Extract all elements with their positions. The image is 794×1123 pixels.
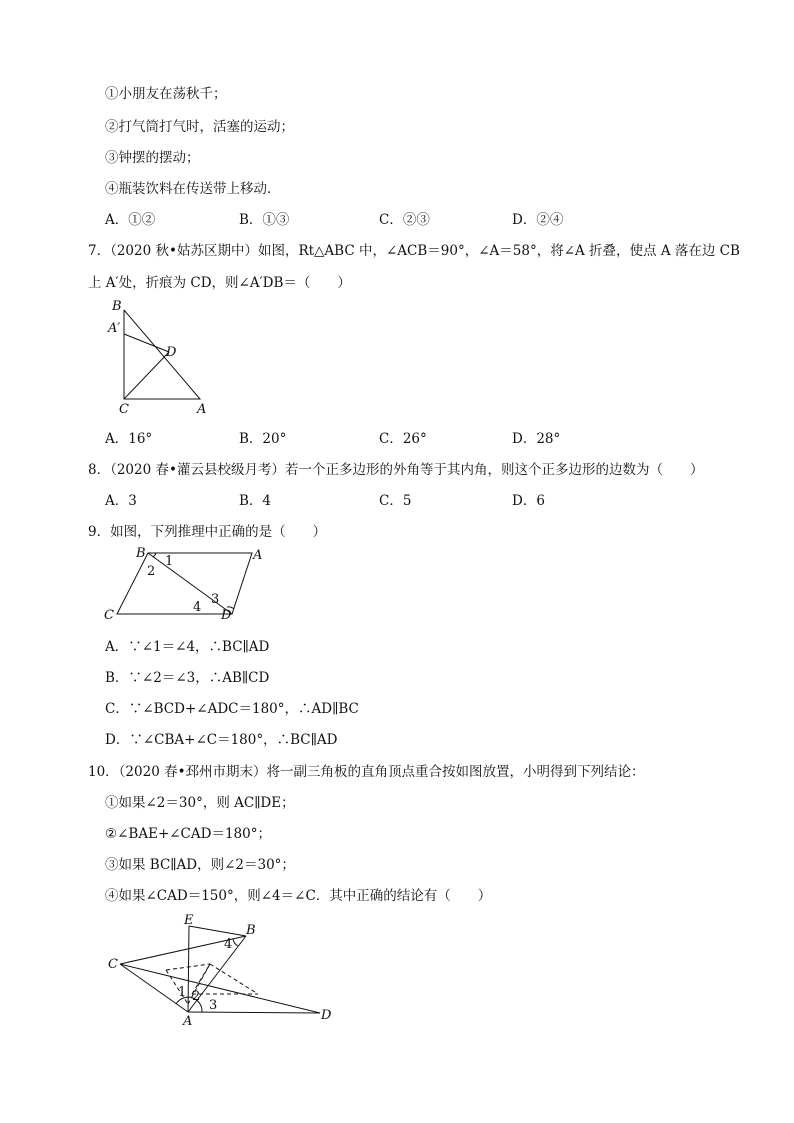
- q10-angle-4: 4: [224, 937, 233, 952]
- q10-stem: 10．（2020 春•邳州市期末）将一副三角板的直角顶点重合按如图放置，小明得到下列结论：: [88, 764, 645, 780]
- q9-label-a: A: [253, 548, 263, 563]
- q7-triangle: [124, 310, 200, 399]
- q8-option-d: D．6: [512, 493, 545, 509]
- q9-option-b: B．∵∠2＝∠3，∴AB∥CD: [105, 670, 270, 686]
- q9-parallelogram: [117, 553, 252, 614]
- q9-angle-2: 2: [147, 564, 156, 579]
- q6-option-a: A．①②: [105, 212, 156, 228]
- q7-option-c: C．26°: [379, 431, 427, 447]
- q9-figure: [100, 543, 270, 623]
- q10-angle-3: 3: [209, 998, 218, 1013]
- q7-options: [105, 427, 705, 447]
- q6-option-b: B．①③: [239, 212, 290, 228]
- q8-option-c: C．5: [379, 493, 412, 509]
- q9-label-c: C: [104, 608, 114, 623]
- q9-option-d: D．∵∠CBA+∠C＝180°，∴BC∥AD: [105, 732, 338, 748]
- q6-item-3: ③钟摆的摆动；: [105, 150, 200, 166]
- q10-label-e: E: [184, 913, 194, 928]
- q10-label-c: C: [108, 957, 118, 972]
- q10-item-4: ④如果∠CAD＝150°，则∠4＝∠C．其中正确的结论有（ ）: [105, 888, 492, 904]
- q7-stem-line2: 上 A′处，折痕为 CD，则∠A′DB＝（ ）: [88, 275, 351, 291]
- q7-label-a-prime: A′: [108, 321, 121, 336]
- q9-label-d: D: [221, 608, 232, 623]
- q9-stem: 9．如图，下列推理中正确的是（ ）: [88, 524, 327, 540]
- q9-angle-1: 1: [165, 554, 174, 569]
- q10-line-cd: [120, 964, 320, 1013]
- q10-figure: [100, 912, 350, 1027]
- q9-angle-mark-b: [153, 553, 156, 557]
- q7-option-a: A．16°: [105, 431, 153, 447]
- q6-item-1: ①小朋友在荡秋千；: [105, 86, 227, 102]
- q8-stem: 8．（2020 春•灌云县校级月考）若一个正多边形的外角等于其内角，则这个正多边形的边数为（ ）: [88, 462, 704, 478]
- q7-option-d: D．28°: [512, 431, 561, 447]
- q7-figure: [100, 296, 220, 421]
- q9-angle-3: 3: [211, 592, 220, 607]
- q6-option-c: C．②③: [379, 212, 430, 228]
- q10-line-ad: [188, 1012, 320, 1013]
- q7-label-c: C: [119, 402, 129, 417]
- q9-angle-4: 4: [193, 600, 202, 615]
- q10-angle-arc-b: [233, 939, 238, 946]
- q10-angle-2: 2: [192, 989, 201, 1004]
- q6-item-4: ④瓶装饮料在传送带上移动．: [105, 181, 281, 197]
- q10-item-2: ②∠BAE+∠CAD＝180°；: [105, 826, 271, 842]
- q9-label-b: B: [136, 546, 146, 561]
- q10-line-eb: [189, 926, 246, 936]
- q9-option-c: C．∵∠BCD+∠ADC＝180°，∴AD∥BC: [105, 701, 359, 717]
- q8-option-b: B．4: [239, 493, 272, 509]
- q9-diagonal-bd: [148, 553, 232, 614]
- q7-stem-line1: 7．（2020 秋•姑苏区期中）如图，Rt△ABC 中，∠ACB＝90°，∠A＝58°，将∠A 折叠，使点 A 落在边 CB: [88, 243, 740, 259]
- q6-item-2: ②打气筒打气时，活塞的运动；: [105, 119, 294, 135]
- q6-options: [105, 208, 705, 228]
- q10-dashed-4: [210, 964, 258, 994]
- q10-item-3: ③如果 BC∥AD，则∠2＝30°；: [105, 857, 295, 873]
- q9-option-a: A．∵∠1＝∠4，∴BC∥AD: [105, 639, 270, 655]
- q10-angle-1: 1: [178, 985, 187, 1000]
- q8-options: [105, 489, 705, 509]
- q7-label-d: D: [166, 345, 177, 360]
- q10-label-b: B: [246, 923, 256, 938]
- q10-line-ae: [188, 926, 189, 1012]
- q7-fold-line-cd: [124, 352, 169, 399]
- q10-label-a: A: [183, 1014, 193, 1029]
- q10-label-d: D: [321, 1008, 332, 1023]
- q8-option-a: A．3: [105, 493, 137, 509]
- q7-label-b: B: [112, 299, 122, 314]
- q7-option-b: B．20°: [239, 431, 287, 447]
- q10-item-1: ①如果∠2＝30°，则 AC∥DE；: [105, 795, 295, 811]
- q7-label-a: A: [197, 402, 207, 417]
- q6-option-d: D．②④: [512, 212, 564, 228]
